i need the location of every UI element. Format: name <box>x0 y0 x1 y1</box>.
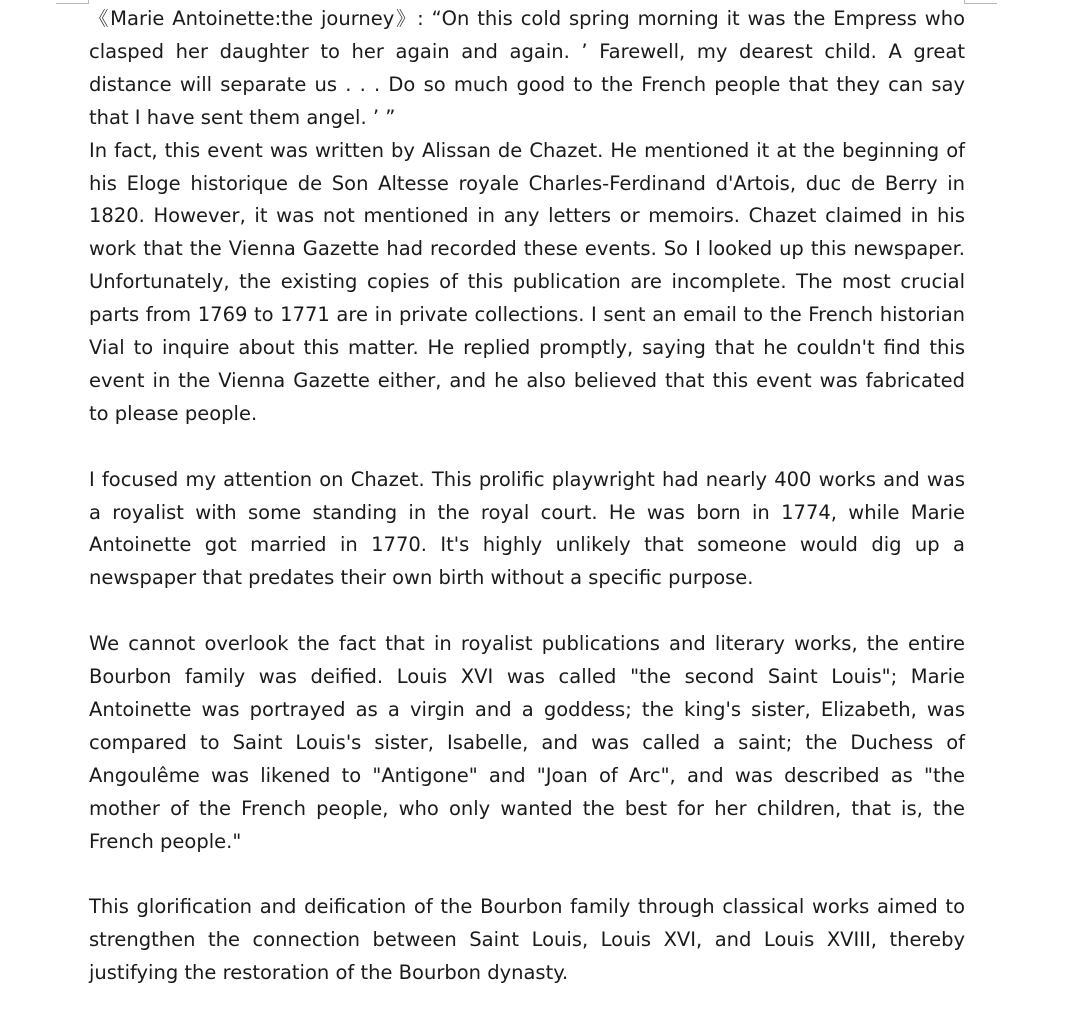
paragraph-quote: 《Marie Antoinette:the journey》: “On this cold spring morning it was the Empress who clasped her daughter to her again and again. ’ Farewell, my dearest child. A great distance will separate us . . . Do so much good to the French people that they can say that I have sent them angel. ’ ” <box>89 7 965 129</box>
margin-corner-mark-left <box>56 0 89 4</box>
document-body[interactable] <box>89 3 965 990</box>
paragraph-glorification: This glorification and deification of the Bourbon family through classical works aimed to strengthen the connection between Saint Louis, Louis XVI, and Louis XVIII, thereby justifying the restoration of the Bourbon dynasty. <box>89 895 965 985</box>
paragraph-chazet-origin: In fact, this event was written by Alissan de Chazet. He mentioned it at the beginning of his Eloge historique de Son Altesse royale Charles-Ferdinand d'Artois, duc de Berry in 1820. However, it was not mentioned in any letters or memoirs. Chazet claimed in his work that the Vienna Gazette had recorded these events. So I looked up this newspaper. Unfortunately, the existing copies of this publication are incomplete. The most crucial parts from 1769 to 1771 are in private collections. I sent an email to the French historian Vial to inquire about this matter. He replied promptly, saying that he couldn't find this event in the Vienna Gazette either, and he also believed that this event was fabricated to please people. <box>89 138 965 425</box>
margin-corner-mark-right <box>964 0 997 4</box>
paragraph-chazet-focus: I focused my attention on Chazet. This prolific playwright had nearly 400 works and was a royalist with some standing in the royal court. He was born in 1774, while Marie Antoinette got married in 1770. It's highly unlikely that someone would dig up a newspaper that predates their own birth without a specific purpose. <box>89 467 965 590</box>
paragraph-bourbon-deified: We cannot overlook the fact that in royalist publications and literary works, the entire Bourbon family was deified. Louis XVI was called "the second Saint Louis"; Marie Antoinette was portrayed as a virgin and a goddess; the king's sister, Elizabeth, was compared to Saint Louis's sister, Isabelle, and was called a saint; the Duchess of Angoulême was likened to "Antigone" and "Joan of Arc", and was described as "the mother of the French people, who only wanted the best for her children, that is, the French people." <box>89 632 965 853</box>
